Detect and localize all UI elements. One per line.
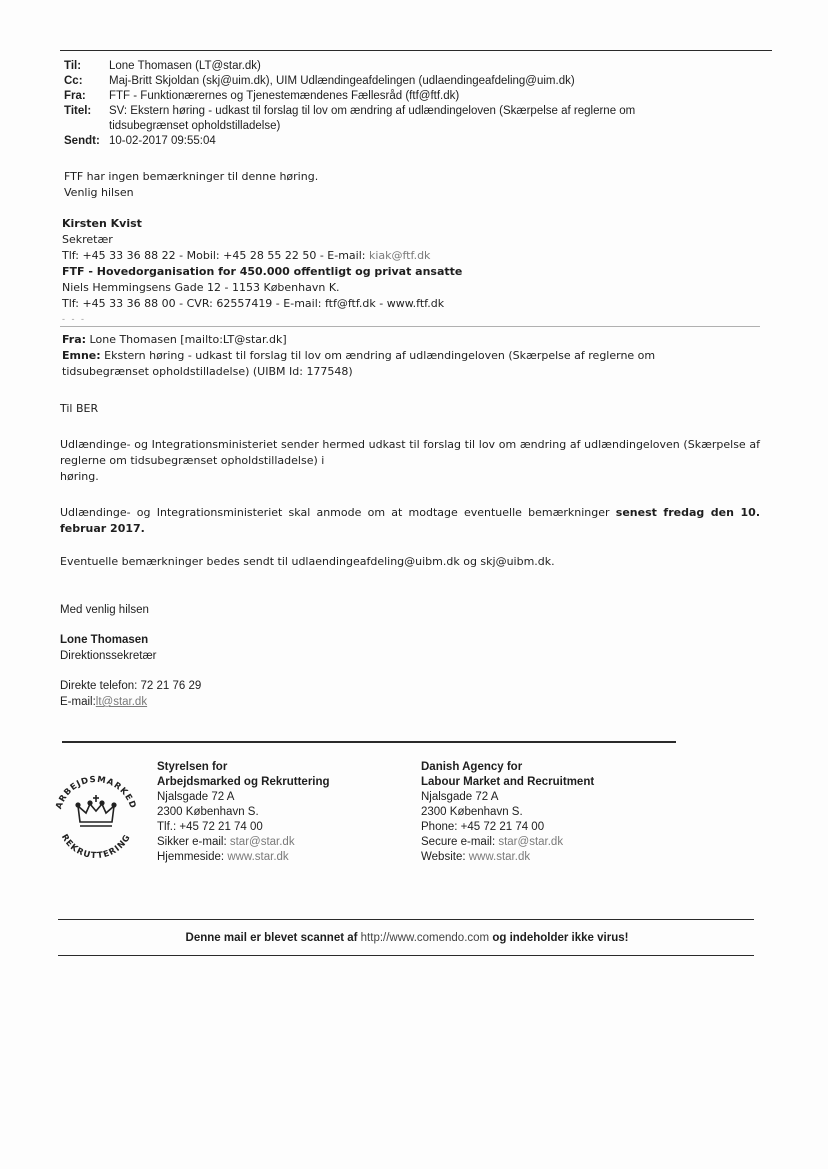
star-signer-name: Lone Thomasen: [60, 634, 149, 646]
ftf-org-contact: Tlf: +45 33 36 88 00 - CVR: 62557419 - E-mail: ftf@ftf.dk - www.ftf.dk: [62, 297, 445, 310]
paragraph-1-text: Udlændinge- og Integrationsministeriet sender hermed udkast til forslag til lov om ændring af udlændingeloven (Skærpelse af reglerne om tidsubegrænset opholdstilladelse) i: [60, 438, 760, 467]
ftf-signer-title: Sekretær: [62, 233, 113, 246]
footer-da-secure-email-link[interactable]: star@star.dk: [229, 836, 295, 848]
ftf-contact-email-link[interactable]: kiak@ftf.dk: [368, 249, 431, 262]
star-signer-title: Direktionssekretær: [60, 650, 157, 662]
top-rule: [60, 50, 772, 51]
ftf-signer-name: Kirsten Kvist: [62, 217, 142, 230]
footer-en-web-row: [421, 850, 594, 865]
original-from-label: Fra:: [62, 333, 87, 346]
paragraph-2-text: Udlændinge- og Integrationsministeriet skal anmode om at modtage eventuelle bemærkninger: [60, 506, 616, 519]
footer-da-secure-label: Sikker e-mail:: [157, 836, 230, 848]
logo-top-text: ARBEJDSMARKED: [54, 774, 138, 811]
footer-da-line2: Arbejdsmarked og Rekruttering: [157, 776, 330, 788]
original-from-value: Lone Thomasen [mailto:LT@star.dk]: [86, 333, 287, 346]
star-email-link[interactable]: lt@star.dk: [95, 696, 148, 708]
footer-en-phone: Phone: +45 72 21 74 00: [421, 821, 545, 833]
ftf-signer-contact: [62, 248, 462, 264]
separator-dashes: - - -: [62, 314, 86, 324]
scan-notice-suffix: og indeholder ikke virus!: [489, 932, 629, 944]
original-subject-label: Emne:: [62, 349, 101, 362]
header-sent-row: [64, 134, 739, 149]
scan-bottom-rule: [58, 955, 754, 956]
footer-da-web-row: [157, 850, 330, 865]
ftf-org-name: FTF - Hovedorganisation for 450.000 offentligt og privat ansatte: [62, 265, 463, 278]
footer-da-city: 2300 København S.: [157, 806, 259, 818]
footer-en-city: 2300 København S.: [421, 806, 523, 818]
footer-da-line1: Styrelsen for: [157, 761, 228, 773]
footer-da-secure-row: [157, 835, 330, 850]
original-greeting: Til BER: [60, 402, 99, 415]
scan-notice-url-link[interactable]: http://www.comendo.com: [360, 932, 490, 944]
header-cc-row: [64, 74, 739, 89]
footer-da-web-label: Hjemmeside:: [157, 851, 228, 863]
email-header: [64, 59, 739, 149]
star-logo-icon: [48, 768, 144, 864]
ftf-contact-text: Tlf: +45 33 36 88 22 - Mobil: +45 28 55 22 50 - E-mail:: [62, 249, 369, 262]
svg-text:ARBEJDSMARKED: [54, 775, 138, 811]
scan-notice-prefix: Denne mail er blevet scannet af: [185, 932, 361, 944]
footer-en-secure-label: Secure e-mail:: [421, 836, 499, 848]
footer-da-phone: Tlf.: +45 72 21 74 00: [157, 821, 263, 833]
original-paragraph-2: [60, 505, 760, 537]
header-subject-row: [64, 104, 739, 134]
quote-rule: [60, 326, 760, 327]
star-closing: Med venlig hilsen: [60, 604, 149, 616]
header-to-value: Lone Thomasen (LT@star.dk): [109, 60, 261, 72]
header-sent-value: 10-02-2017 09:55:04: [109, 135, 216, 147]
ftf-signature: [62, 216, 462, 312]
ftf-org-address: Niels Hemmingsens Gade 12 - 1153 København K.: [62, 281, 340, 294]
star-signature: [60, 602, 201, 710]
reply-body: [64, 169, 318, 201]
header-sent-label: Sendt:: [64, 135, 100, 147]
footer-en-street: Njalsgade 72 A: [421, 791, 499, 803]
footer-en-secure-row: [421, 835, 594, 850]
header-to-label: Til:: [64, 60, 82, 72]
header-subject-value: SV: Ekstern høring - udkast til forslag til lov om ændring af udlændingeloven (Skærpelse af reglerne om tidsubegrænset opholdstilladelse): [109, 105, 636, 132]
header-to-row: [64, 59, 739, 74]
logo-bottom-text: REKRUTTERING: [58, 832, 134, 862]
footer-en-web-link[interactable]: www.star.dk: [468, 851, 531, 863]
svg-text:REKRUTTERING: [59, 833, 133, 861]
footer-en-line1: Danish Agency for: [421, 761, 523, 773]
header-from-row: [64, 89, 739, 104]
footer-top-rule: [62, 741, 676, 743]
reply-closing: Venlig hilsen: [64, 186, 134, 199]
header-from-label: Fra:: [64, 90, 86, 102]
star-signer-email-row: [60, 694, 201, 710]
footer-danish-address: [157, 760, 330, 865]
original-paragraph-1: [60, 437, 760, 485]
footer-da-street: Njalsgade 72 A: [157, 791, 235, 803]
footer-en-secure-email-link[interactable]: star@star.dk: [498, 836, 564, 848]
reply-line: FTF har ingen bemærkninger til denne høring.: [64, 170, 319, 183]
header-cc-label: Cc:: [64, 75, 83, 87]
original-subject-value: Ekstern høring - udkast til forslag til lov om ændring af udlændingeloven (Skærpelse af reglerne om tidsubegrænset opholdstilladelse) (UIBM Id: 177548): [62, 349, 656, 378]
crown-icon: [76, 795, 116, 826]
footer-en-line2: Labour Market and Recruitment: [421, 776, 595, 788]
star-signer-phone: Direkte telefon: 72 21 76 29: [60, 680, 202, 692]
paragraph-2-deadline: senest fredag den 10. februar 2017.: [60, 506, 760, 535]
footer-da-web-link[interactable]: www.star.dk: [227, 851, 289, 863]
header-subject-label: Titel:: [64, 105, 92, 117]
original-from-row: [62, 332, 762, 348]
original-header: [62, 332, 762, 380]
original-paragraph-3: Eventuelle bemærkninger bedes sendt til udlaendingeafdeling@uibm.dk og skj@uibm.dk.: [60, 555, 555, 568]
star-email-label: E-mail:: [60, 696, 96, 708]
header-from-value: FTF - Funktionærernes og Tjenestemændenes Fællesråd (ftf@ftf.dk): [109, 90, 460, 102]
footer-en-web-label: Website:: [421, 851, 469, 863]
original-subject-row: [62, 348, 702, 380]
footer-english-address: [421, 760, 594, 865]
header-cc-value: Maj-Britt Skjoldan (skj@uim.dk), UIM Udlændingeafdelingen (udlaendingeafdeling@uim.dk): [109, 75, 575, 87]
scan-top-rule: [58, 919, 754, 920]
virus-scan-notice: [60, 932, 754, 944]
paragraph-1-end: høring.: [60, 470, 99, 483]
